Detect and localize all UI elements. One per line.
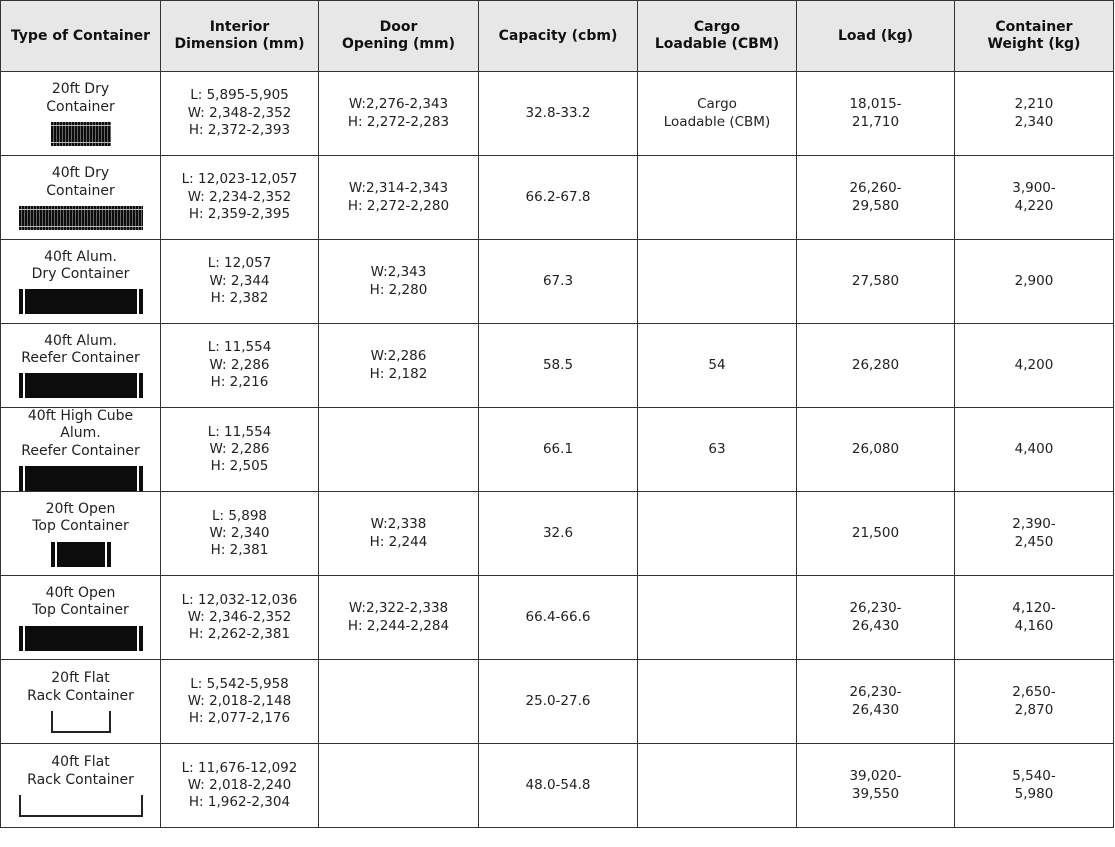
header-door-opening: Door Opening (mm) bbox=[319, 1, 479, 72]
load-cell: 18,015- 21,710 bbox=[797, 72, 955, 156]
table-row bbox=[1, 72, 1114, 156]
ribbed-20ft-container-icon bbox=[51, 122, 111, 146]
interior-dimension-cell: L: 11,554 W: 2,286 H: 2,505 bbox=[161, 408, 319, 492]
container-weight-cell: 5,540- 5,980 bbox=[955, 744, 1114, 828]
door-opening-cell: W:2,343 H: 2,280 bbox=[319, 240, 479, 324]
cargo-loadable-cell: 63 bbox=[638, 408, 797, 492]
interior-dimension-cell: L: 5,898 W: 2,340 H: 2,381 bbox=[161, 492, 319, 576]
header-capacity: Capacity (cbm) bbox=[479, 1, 638, 72]
container-type-name: 20ft Dry Container bbox=[46, 81, 115, 115]
interior-dimension-cell: L: 5,895-5,905 W: 2,348-2,352 H: 2,372-2,393 bbox=[161, 72, 319, 156]
door-opening-cell: W:2,286 H: 2,182 bbox=[319, 324, 479, 408]
container-type-cell bbox=[1, 660, 161, 744]
table-row bbox=[1, 324, 1114, 408]
load-cell: 26,280 bbox=[797, 324, 955, 408]
header-load: Load (kg) bbox=[797, 1, 955, 72]
interior-dimension-cell: L: 12,023-12,057 W: 2,234-2,352 H: 2,359-2,395 bbox=[161, 156, 319, 240]
header-type: Type of Container bbox=[1, 1, 161, 72]
container-type-cell bbox=[1, 576, 161, 660]
door-opening-cell: W:2,338 H: 2,244 bbox=[319, 492, 479, 576]
container-weight-cell: 4,400 bbox=[955, 408, 1114, 492]
container-weight-cell: 2,390- 2,450 bbox=[955, 492, 1114, 576]
container-type-cell bbox=[1, 240, 161, 324]
container-weight-cell: 2,900 bbox=[955, 240, 1114, 324]
table-row bbox=[1, 492, 1114, 576]
capacity-cell: 48.0-54.8 bbox=[479, 744, 638, 828]
solid-40ft-container-icon bbox=[19, 466, 143, 491]
container-weight-cell: 4,120- 4,160 bbox=[955, 576, 1114, 660]
capacity-cell: 25.0-27.6 bbox=[479, 660, 638, 744]
cargo-loadable-cell bbox=[638, 492, 797, 576]
table-row bbox=[1, 240, 1114, 324]
load-cell: 27,580 bbox=[797, 240, 955, 324]
table-row bbox=[1, 576, 1114, 660]
table-row bbox=[1, 744, 1114, 828]
capacity-cell: 58.5 bbox=[479, 324, 638, 408]
cargo-loadable-cell bbox=[638, 744, 797, 828]
interior-dimension-cell: L: 11,554 W: 2,286 H: 2,216 bbox=[161, 324, 319, 408]
load-cell: 26,080 bbox=[797, 408, 955, 492]
load-cell: 26,230- 26,430 bbox=[797, 576, 955, 660]
capacity-cell: 66.1 bbox=[479, 408, 638, 492]
interior-dimension-cell: L: 5,542-5,958 W: 2,018-2,148 H: 2,077-2,176 bbox=[161, 660, 319, 744]
container-weight-cell: 3,900- 4,220 bbox=[955, 156, 1114, 240]
capacity-cell: 32.8-33.2 bbox=[479, 72, 638, 156]
container-weight-cell: 2,210 2,340 bbox=[955, 72, 1114, 156]
container-type-name: 20ft Flat Rack Container bbox=[27, 670, 134, 704]
solid-40ft-container-icon bbox=[19, 626, 143, 651]
cargo-loadable-cell: Cargo Loadable (CBM) bbox=[638, 72, 797, 156]
container-type-cell bbox=[1, 324, 161, 408]
container-type-cell bbox=[1, 492, 161, 576]
capacity-cell: 66.2-67.8 bbox=[479, 156, 638, 240]
door-opening-cell bbox=[319, 408, 479, 492]
container-type-cell bbox=[1, 72, 161, 156]
door-opening-cell bbox=[319, 744, 479, 828]
solid-40ft-container-icon bbox=[19, 289, 143, 314]
flat-rack-20ft-icon bbox=[51, 711, 111, 733]
cargo-loadable-cell bbox=[638, 576, 797, 660]
header-row bbox=[1, 1, 1114, 72]
capacity-cell: 32.6 bbox=[479, 492, 638, 576]
door-opening-cell bbox=[319, 660, 479, 744]
cargo-loadable-cell: 54 bbox=[638, 324, 797, 408]
capacity-cell: 66.4-66.6 bbox=[479, 576, 638, 660]
load-cell: 26,260- 29,580 bbox=[797, 156, 955, 240]
capacity-cell: 67.3 bbox=[479, 240, 638, 324]
table-row bbox=[1, 660, 1114, 744]
container-type-cell bbox=[1, 156, 161, 240]
load-cell: 39,020- 39,550 bbox=[797, 744, 955, 828]
solid-20ft-container-icon bbox=[51, 542, 111, 567]
header-cargo-loadable: Cargo Loadable (CBM) bbox=[638, 1, 797, 72]
container-type-cell bbox=[1, 744, 161, 828]
ribbed-40ft-container-icon bbox=[19, 206, 143, 230]
table-row bbox=[1, 156, 1114, 240]
flat-rack-40ft-icon bbox=[19, 795, 143, 817]
load-cell: 21,500 bbox=[797, 492, 955, 576]
solid-40ft-container-icon bbox=[19, 373, 143, 398]
table-row bbox=[1, 408, 1114, 492]
interior-dimension-cell: L: 12,057 W: 2,344 H: 2,382 bbox=[161, 240, 319, 324]
header-container-weight: Container Weight (kg) bbox=[955, 1, 1114, 72]
container-type-name: 40ft Open Top Container bbox=[32, 584, 129, 619]
container-type-name: 40ft Alum. Reefer Container bbox=[21, 332, 140, 366]
interior-dimension-cell: L: 12,032-12,036 W: 2,346-2,352 H: 2,262-2,381 bbox=[161, 576, 319, 660]
container-type-name: 40ft Flat Rack Container bbox=[27, 754, 134, 788]
cargo-loadable-cell bbox=[638, 240, 797, 324]
header-interior-dimension: Interior Dimension (mm) bbox=[161, 1, 319, 72]
door-opening-cell: W:2,322-2,338 H: 2,244-2,284 bbox=[319, 576, 479, 660]
interior-dimension-cell: L: 11,676-12,092 W: 2,018-2,240 H: 1,962-2,304 bbox=[161, 744, 319, 828]
container-type-name: 40ft Alum. Dry Container bbox=[31, 248, 130, 282]
door-opening-cell: W:2,276-2,343 H: 2,272-2,283 bbox=[319, 72, 479, 156]
cargo-loadable-cell bbox=[638, 660, 797, 744]
container-type-cell bbox=[1, 408, 161, 492]
container-weight-cell: 2,650- 2,870 bbox=[955, 660, 1114, 744]
container-type-name: 40ft Dry Container bbox=[46, 165, 115, 199]
load-cell: 26,230- 26,430 bbox=[797, 660, 955, 744]
container-type-name: 20ft Open Top Container bbox=[32, 500, 129, 535]
cargo-loadable-cell bbox=[638, 156, 797, 240]
container-weight-cell: 4,200 bbox=[955, 324, 1114, 408]
container-type-name: 40ft High Cube Alum. Reefer Container bbox=[21, 408, 140, 459]
door-opening-cell: W:2,314-2,343 H: 2,272-2,280 bbox=[319, 156, 479, 240]
